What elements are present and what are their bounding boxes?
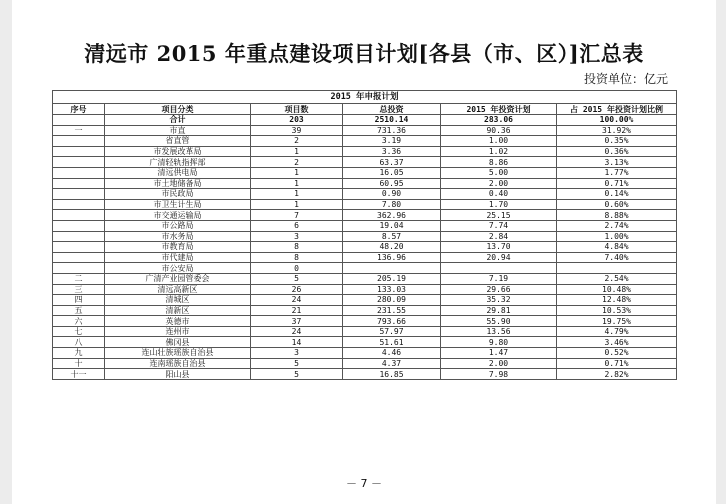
plan-2015-cell: 13.70 xyxy=(441,242,557,253)
total-investment-cell: 4.46 xyxy=(343,348,441,359)
table-row xyxy=(53,146,677,157)
table-row xyxy=(53,136,677,147)
project-count-cell: 1 xyxy=(251,146,343,157)
column-header: 2015 年投资计划 xyxy=(441,104,557,115)
row-index-cell xyxy=(53,115,105,126)
row-index-cell xyxy=(53,242,105,253)
row-index-cell xyxy=(53,157,105,168)
category-cell: 连山壮族瑶族自治县 xyxy=(105,348,251,359)
category-cell: 清远高新区 xyxy=(105,284,251,295)
total-investment-cell xyxy=(343,263,441,274)
project-count-cell: 8 xyxy=(251,242,343,253)
total-investment-cell: 4.37 xyxy=(343,358,441,369)
ratio-cell xyxy=(557,263,677,274)
plan-2015-cell: 29.66 xyxy=(441,284,557,295)
category-cell: 连南瑶族自治县 xyxy=(105,358,251,369)
row-index-cell xyxy=(53,263,105,274)
column-header: 占 2015 年投资计划比例 xyxy=(557,104,677,115)
project-count-cell: 2 xyxy=(251,157,343,168)
ratio-cell: 0.60% xyxy=(557,199,677,210)
total-investment-cell: 8.57 xyxy=(343,231,441,242)
plan-2015-cell: 0.40 xyxy=(441,189,557,200)
plan-2015-cell: 1.70 xyxy=(441,199,557,210)
plan-2015-cell: 7.19 xyxy=(441,273,557,284)
project-count-cell: 26 xyxy=(251,284,343,295)
summary-table xyxy=(52,90,677,380)
ratio-cell: 2.74% xyxy=(557,220,677,231)
total-investment-cell: 136.96 xyxy=(343,252,441,263)
project-count-cell: 6 xyxy=(251,220,343,231)
plan-2015-cell: 55.90 xyxy=(441,316,557,327)
project-count-cell: 3 xyxy=(251,231,343,242)
total-investment-cell: 3.36 xyxy=(343,146,441,157)
table-row xyxy=(53,210,677,221)
ratio-cell: 10.48% xyxy=(557,284,677,295)
category-cell: 市教育局 xyxy=(105,242,251,253)
column-header-row xyxy=(53,104,677,115)
row-index-cell xyxy=(53,178,105,189)
category-cell: 市公安局 xyxy=(105,263,251,274)
table-row xyxy=(53,231,677,242)
row-index-cell xyxy=(53,146,105,157)
ratio-cell: 0.71% xyxy=(557,178,677,189)
project-count-cell: 1 xyxy=(251,178,343,189)
plan-2015-cell: 283.06 xyxy=(441,115,557,126)
plan-2015-cell: 25.15 xyxy=(441,210,557,221)
group-header: 2015 年申报计划 xyxy=(53,91,677,104)
project-count-cell: 0 xyxy=(251,263,343,274)
total-investment-cell: 19.04 xyxy=(343,220,441,231)
project-count-cell: 8 xyxy=(251,252,343,263)
plan-2015-cell: 2.00 xyxy=(441,178,557,189)
project-count-cell: 14 xyxy=(251,337,343,348)
total-investment-cell: 793.66 xyxy=(343,316,441,327)
table-row xyxy=(53,305,677,316)
project-count-cell: 5 xyxy=(251,358,343,369)
document-page xyxy=(12,0,716,504)
project-count-cell: 24 xyxy=(251,295,343,306)
category-cell: 佛冈县 xyxy=(105,337,251,348)
ratio-cell: 1.00% xyxy=(557,231,677,242)
plan-2015-cell: 7.98 xyxy=(441,369,557,380)
row-index-cell xyxy=(53,210,105,221)
plan-2015-cell: 2.84 xyxy=(441,231,557,242)
row-index-cell xyxy=(53,167,105,178)
row-index-cell: 四 xyxy=(53,295,105,306)
plan-2015-cell: 1.47 xyxy=(441,348,557,359)
ratio-cell: 0.36% xyxy=(557,146,677,157)
ratio-cell: 3.13% xyxy=(557,157,677,168)
table-row xyxy=(53,295,677,306)
table-row xyxy=(53,167,677,178)
ratio-cell: 0.71% xyxy=(557,358,677,369)
row-index-cell: 二 xyxy=(53,273,105,284)
page-title: 清远市 2015 年重点建设项目计划[各县（市、区）]汇总表 xyxy=(84,41,644,66)
column-header: 序号 xyxy=(53,104,105,115)
category-cell: 清新区 xyxy=(105,305,251,316)
total-investment-cell: 63.37 xyxy=(343,157,441,168)
table-row xyxy=(53,199,677,210)
row-index-cell: 一 xyxy=(53,125,105,136)
project-count-cell: 1 xyxy=(251,189,343,200)
table-row xyxy=(53,252,677,263)
table-row xyxy=(53,316,677,327)
total-investment-cell: 48.20 xyxy=(343,242,441,253)
table-row xyxy=(53,189,677,200)
project-count-cell: 24 xyxy=(251,326,343,337)
category-cell: 市代建局 xyxy=(105,252,251,263)
ratio-cell: 2.82% xyxy=(557,369,677,380)
row-index-cell xyxy=(53,189,105,200)
table-row xyxy=(53,242,677,253)
plan-2015-cell: 7.74 xyxy=(441,220,557,231)
unit-label: 投资单位：亿元 xyxy=(583,72,668,86)
plan-2015-cell: 29.81 xyxy=(441,305,557,316)
table-row xyxy=(53,337,677,348)
ratio-cell: 1.77% xyxy=(557,167,677,178)
column-header: 项目数 xyxy=(251,104,343,115)
ratio-cell: 100.00% xyxy=(557,115,677,126)
total-investment-cell: 205.19 xyxy=(343,273,441,284)
total-investment-cell: 57.97 xyxy=(343,326,441,337)
total-investment-cell: 7.80 xyxy=(343,199,441,210)
row-index-cell xyxy=(53,199,105,210)
project-count-cell: 1 xyxy=(251,167,343,178)
total-row xyxy=(53,115,677,126)
page-number: － 7 － xyxy=(346,477,382,490)
plan-2015-cell: 13.56 xyxy=(441,326,557,337)
category-cell: 市民政局 xyxy=(105,189,251,200)
total-investment-cell: 280.09 xyxy=(343,295,441,306)
category-cell: 清远供电局 xyxy=(105,167,251,178)
category-cell: 连州市 xyxy=(105,326,251,337)
category-cell: 市公路局 xyxy=(105,220,251,231)
row-index-cell: 十 xyxy=(53,358,105,369)
category-cell: 市水务局 xyxy=(105,231,251,242)
total-investment-cell: 362.96 xyxy=(343,210,441,221)
plan-2015-cell: 1.02 xyxy=(441,146,557,157)
category-cell: 市发展改革局 xyxy=(105,146,251,157)
category-cell: 市土地储备局 xyxy=(105,178,251,189)
plan-2015-cell: 5.00 xyxy=(441,167,557,178)
table-row xyxy=(53,358,677,369)
category-cell: 合计 xyxy=(105,115,251,126)
row-index-cell: 十一 xyxy=(53,369,105,380)
column-header: 项目分类 xyxy=(105,104,251,115)
table-row xyxy=(53,263,677,274)
ratio-cell: 7.40% xyxy=(557,252,677,263)
plan-2015-cell: 20.94 xyxy=(441,252,557,263)
table-row xyxy=(53,220,677,231)
project-count-cell: 21 xyxy=(251,305,343,316)
ratio-cell: 3.46% xyxy=(557,337,677,348)
table-row xyxy=(53,273,677,284)
plan-2015-cell: 2.00 xyxy=(441,358,557,369)
row-index-cell: 五 xyxy=(53,305,105,316)
plan-2015-cell: 8.86 xyxy=(441,157,557,168)
total-investment-cell: 51.61 xyxy=(343,337,441,348)
table-row xyxy=(53,125,677,136)
row-index-cell xyxy=(53,252,105,263)
total-investment-cell: 0.90 xyxy=(343,189,441,200)
table-body xyxy=(53,115,677,380)
category-cell: 广清轻轨指挥部 xyxy=(105,157,251,168)
ratio-cell: 2.54% xyxy=(557,273,677,284)
table-row xyxy=(53,369,677,380)
row-index-cell: 八 xyxy=(53,337,105,348)
ratio-cell: 0.14% xyxy=(557,189,677,200)
total-investment-cell: 16.85 xyxy=(343,369,441,380)
category-cell: 广清产业园管委会 xyxy=(105,273,251,284)
project-count-cell: 5 xyxy=(251,273,343,284)
project-count-cell: 5 xyxy=(251,369,343,380)
ratio-cell: 0.35% xyxy=(557,136,677,147)
plan-2015-cell: 1.00 xyxy=(441,136,557,147)
total-investment-cell: 731.36 xyxy=(343,125,441,136)
category-cell: 清城区 xyxy=(105,295,251,306)
table-row xyxy=(53,157,677,168)
row-index-cell: 七 xyxy=(53,326,105,337)
total-investment-cell: 2510.14 xyxy=(343,115,441,126)
total-investment-cell: 60.95 xyxy=(343,178,441,189)
total-investment-cell: 133.03 xyxy=(343,284,441,295)
row-index-cell: 九 xyxy=(53,348,105,359)
row-index-cell: 三 xyxy=(53,284,105,295)
category-cell: 市直 xyxy=(105,125,251,136)
category-cell: 阳山县 xyxy=(105,369,251,380)
project-count-cell: 39 xyxy=(251,125,343,136)
row-index-cell xyxy=(53,220,105,231)
ratio-cell: 12.48% xyxy=(557,295,677,306)
table-row xyxy=(53,178,677,189)
row-index-cell xyxy=(53,231,105,242)
column-header: 总投资 xyxy=(343,104,441,115)
project-count-cell: 7 xyxy=(251,210,343,221)
row-index-cell xyxy=(53,136,105,147)
ratio-cell: 4.84% xyxy=(557,242,677,253)
total-investment-cell: 231.55 xyxy=(343,305,441,316)
plan-2015-cell xyxy=(441,263,557,274)
category-cell: 市卫生计生局 xyxy=(105,199,251,210)
total-investment-cell: 3.19 xyxy=(343,136,441,147)
ratio-cell: 10.53% xyxy=(557,305,677,316)
ratio-cell: 19.75% xyxy=(557,316,677,327)
plan-2015-cell: 35.32 xyxy=(441,295,557,306)
ratio-cell: 4.79% xyxy=(557,326,677,337)
project-count-cell: 37 xyxy=(251,316,343,327)
plan-2015-cell: 90.36 xyxy=(441,125,557,136)
table-row xyxy=(53,284,677,295)
ratio-cell: 8.88% xyxy=(557,210,677,221)
plan-2015-cell: 9.80 xyxy=(441,337,557,348)
project-count-cell: 203 xyxy=(251,115,343,126)
total-investment-cell: 16.05 xyxy=(343,167,441,178)
category-cell: 英德市 xyxy=(105,316,251,327)
ratio-cell: 0.52% xyxy=(557,348,677,359)
table-row xyxy=(53,326,677,337)
row-index-cell: 六 xyxy=(53,316,105,327)
ratio-cell: 31.92% xyxy=(557,125,677,136)
project-count-cell: 2 xyxy=(251,136,343,147)
project-count-cell: 1 xyxy=(251,199,343,210)
category-cell: 市交通运输局 xyxy=(105,210,251,221)
category-cell: 省直管 xyxy=(105,136,251,147)
project-count-cell: 3 xyxy=(251,348,343,359)
table-row xyxy=(53,348,677,359)
